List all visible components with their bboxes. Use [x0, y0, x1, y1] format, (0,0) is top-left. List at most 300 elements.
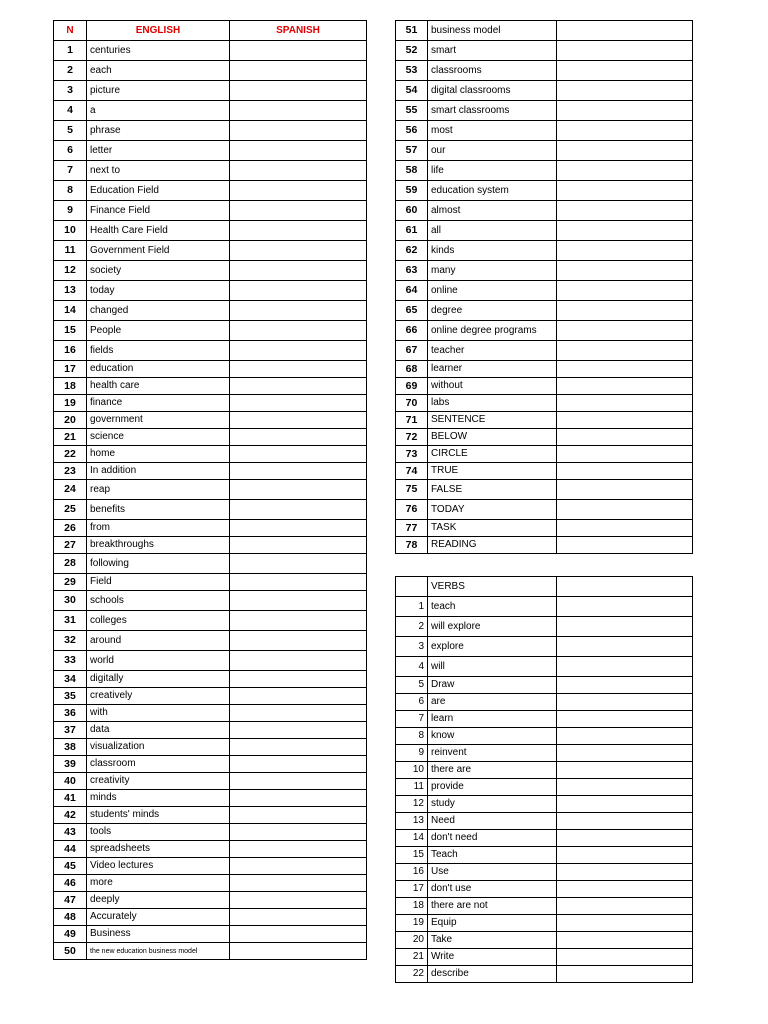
table-row: [54, 61, 367, 81]
english-word: Finance Field: [87, 201, 230, 221]
header-english: ENGLISH: [87, 21, 230, 41]
table-row: [54, 500, 367, 520]
spanish-answer-cell[interactable]: [557, 520, 693, 537]
table-row: [396, 201, 693, 221]
english-word: fields: [87, 341, 230, 361]
spanish-answer-cell[interactable]: [230, 631, 367, 651]
table-row: [396, 141, 693, 161]
row-number: 77: [396, 520, 428, 537]
english-word: tools: [87, 824, 230, 841]
english-word: are: [428, 694, 557, 711]
english-word: each: [87, 61, 230, 81]
table-row: [54, 688, 367, 705]
spanish-answer-cell[interactable]: [557, 898, 693, 915]
row-number: 71: [396, 412, 428, 429]
english-word: our: [428, 141, 557, 161]
verb-row: [396, 830, 693, 847]
verb-row: [396, 881, 693, 898]
row-number: 26: [54, 520, 87, 537]
row-number: 48: [54, 909, 87, 926]
row-number: 18: [396, 898, 428, 915]
verbs-header-row: [396, 577, 693, 597]
english-word: from: [87, 520, 230, 537]
english-word: following: [87, 554, 230, 574]
english-word: students' minds: [87, 807, 230, 824]
english-word: Equip: [428, 915, 557, 932]
table-row: [396, 341, 693, 361]
table-row: [54, 361, 367, 378]
table-row: [396, 161, 693, 181]
table-row: [54, 181, 367, 201]
row-number: 45: [54, 858, 87, 875]
spanish-answer-cell[interactable]: [230, 480, 367, 500]
row-number: 51: [396, 21, 428, 41]
row-number: 9: [396, 745, 428, 762]
english-word: minds: [87, 790, 230, 807]
verbs-header-n-cell: [396, 577, 428, 597]
spanish-answer-cell[interactable]: [557, 864, 693, 881]
english-word: teach: [428, 597, 557, 617]
table-row: [396, 241, 693, 261]
spanish-answer-cell[interactable]: [557, 966, 693, 983]
row-number: 2: [54, 61, 87, 81]
row-number: 3: [396, 637, 428, 657]
spanish-answer-cell[interactable]: [230, 554, 367, 574]
table-row: [396, 412, 693, 429]
english-word: Field: [87, 574, 230, 591]
table-row: [54, 463, 367, 480]
spanish-answer-cell[interactable]: [230, 909, 367, 926]
spanish-answer-cell[interactable]: [230, 341, 367, 361]
table-row: [54, 341, 367, 361]
spanish-answer-cell[interactable]: [557, 395, 693, 412]
spanish-answer-cell[interactable]: [557, 677, 693, 694]
row-number: 22: [54, 446, 87, 463]
spanish-answer-cell[interactable]: [230, 161, 367, 181]
row-number: 4: [54, 101, 87, 121]
verb-row: [396, 694, 693, 711]
verb-row: [396, 728, 693, 745]
english-word: creatively: [87, 688, 230, 705]
spanish-answer-cell[interactable]: [230, 520, 367, 537]
row-number: 1: [54, 41, 87, 61]
english-word: there are: [428, 762, 557, 779]
english-word: classroom: [87, 756, 230, 773]
row-number: 50: [54, 943, 87, 960]
spanish-answer-cell[interactable]: [557, 711, 693, 728]
spanish-answer-cell[interactable]: [230, 537, 367, 554]
verb-row: [396, 847, 693, 864]
row-number: 9: [54, 201, 87, 221]
spanish-answer-cell[interactable]: [230, 281, 367, 301]
row-number: 60: [396, 201, 428, 221]
spanish-answer-cell[interactable]: [557, 915, 693, 932]
row-number: 10: [396, 762, 428, 779]
verb-row: [396, 677, 693, 694]
english-word: study: [428, 796, 557, 813]
spanish-answer-cell[interactable]: [557, 121, 693, 141]
table-row: [54, 671, 367, 688]
spanish-answer-cell[interactable]: [557, 361, 693, 378]
row-number: 3: [54, 81, 87, 101]
spanish-answer-cell[interactable]: [230, 378, 367, 395]
english-word: TASK: [428, 520, 557, 537]
verb-row: [396, 949, 693, 966]
table-header-row: [54, 21, 367, 41]
english-word: visualization: [87, 739, 230, 756]
english-word: data: [87, 722, 230, 739]
row-number: 11: [54, 241, 87, 261]
spanish-answer-cell[interactable]: [557, 241, 693, 261]
row-number: 2: [396, 617, 428, 637]
english-word: reinvent: [428, 745, 557, 762]
spanish-answer-cell[interactable]: [557, 181, 693, 201]
table-row: [54, 221, 367, 241]
spanish-answer-cell[interactable]: [557, 847, 693, 864]
spanish-answer-cell[interactable]: [230, 395, 367, 412]
english-word: TODAY: [428, 500, 557, 520]
spanish-answer-cell[interactable]: [230, 201, 367, 221]
english-word: degree: [428, 301, 557, 321]
table-row: [396, 181, 693, 201]
english-word: will explore: [428, 617, 557, 637]
spanish-answer-cell[interactable]: [557, 500, 693, 520]
english-word: science: [87, 429, 230, 446]
verb-row: [396, 932, 693, 949]
spanish-answer-cell[interactable]: [230, 301, 367, 321]
spanish-answer-cell[interactable]: [557, 446, 693, 463]
row-number: 66: [396, 321, 428, 341]
english-word: FALSE: [428, 480, 557, 500]
row-number: 52: [396, 41, 428, 61]
spanish-answer-cell[interactable]: [230, 722, 367, 739]
table-row: [54, 824, 367, 841]
verb-row: [396, 711, 693, 728]
spanish-answer-cell[interactable]: [230, 875, 367, 892]
english-word: explore: [428, 637, 557, 657]
spanish-answer-cell[interactable]: [230, 429, 367, 446]
table-row: [54, 241, 367, 261]
spanish-answer-cell[interactable]: [557, 830, 693, 847]
spanish-answer-cell[interactable]: [230, 121, 367, 141]
spanish-answer-cell[interactable]: [557, 745, 693, 762]
spanish-answer-cell[interactable]: [557, 81, 693, 101]
row-number: 42: [54, 807, 87, 824]
table-row: [54, 412, 367, 429]
spanish-answer-cell[interactable]: [557, 463, 693, 480]
verbs-header-spanish-cell: [557, 577, 693, 597]
spanish-answer-cell[interactable]: [230, 892, 367, 909]
spanish-answer-cell[interactable]: [230, 773, 367, 790]
row-number: 63: [396, 261, 428, 281]
row-number: 74: [396, 463, 428, 480]
english-word: health care: [87, 378, 230, 395]
spanish-answer-cell[interactable]: [230, 446, 367, 463]
english-word: learn: [428, 711, 557, 728]
spanish-answer-cell[interactable]: [557, 221, 693, 241]
english-word: will: [428, 657, 557, 677]
spanish-answer-cell[interactable]: [230, 101, 367, 121]
english-word: many: [428, 261, 557, 281]
spanish-answer-cell[interactable]: [230, 858, 367, 875]
row-number: 11: [396, 779, 428, 796]
table-row: [54, 858, 367, 875]
row-number: 59: [396, 181, 428, 201]
table-row: [54, 773, 367, 790]
spanish-answer-cell[interactable]: [557, 101, 693, 121]
table-row: [396, 101, 693, 121]
row-number: 36: [54, 705, 87, 722]
english-word: picture: [87, 81, 230, 101]
table-row: [54, 574, 367, 591]
spanish-answer-cell[interactable]: [230, 926, 367, 943]
english-word: business model: [428, 21, 557, 41]
row-number: 20: [54, 412, 87, 429]
row-number: 5: [396, 677, 428, 694]
english-word: finance: [87, 395, 230, 412]
row-number: 64: [396, 281, 428, 301]
table-row: [396, 21, 693, 41]
spanish-answer-cell[interactable]: [230, 61, 367, 81]
spanish-answer-cell[interactable]: [230, 790, 367, 807]
table-row: [54, 41, 367, 61]
table-row: [54, 892, 367, 909]
spanish-answer-cell[interactable]: [230, 463, 367, 480]
verb-row: [396, 813, 693, 830]
row-number: 57: [396, 141, 428, 161]
spanish-answer-cell[interactable]: [230, 574, 367, 591]
row-number: 4: [396, 657, 428, 677]
row-number: 41: [54, 790, 87, 807]
table-row: [396, 520, 693, 537]
row-number: 10: [54, 221, 87, 241]
row-number: 61: [396, 221, 428, 241]
english-word: Education Field: [87, 181, 230, 201]
spanish-answer-cell[interactable]: [557, 813, 693, 830]
row-number: 15: [396, 847, 428, 864]
row-number: 13: [396, 813, 428, 830]
spanish-answer-cell[interactable]: [230, 181, 367, 201]
english-word: breakthroughs: [87, 537, 230, 554]
spanish-answer-cell[interactable]: [557, 779, 693, 796]
row-number: 47: [54, 892, 87, 909]
english-word: most: [428, 121, 557, 141]
spanish-answer-cell[interactable]: [230, 321, 367, 341]
spanish-answer-cell[interactable]: [557, 932, 693, 949]
spanish-answer-cell[interactable]: [557, 597, 693, 617]
spanish-answer-cell[interactable]: [557, 141, 693, 161]
row-number: 6: [54, 141, 87, 161]
english-word: with: [87, 705, 230, 722]
spanish-answer-cell[interactable]: [557, 657, 693, 677]
spanish-answer-cell[interactable]: [557, 637, 693, 657]
english-word: learner: [428, 361, 557, 378]
english-word: education: [87, 361, 230, 378]
spanish-answer-cell[interactable]: [230, 221, 367, 241]
english-word: smart: [428, 41, 557, 61]
table-row: [396, 361, 693, 378]
english-word: the new education business model: [87, 943, 230, 960]
spanish-answer-cell[interactable]: [230, 611, 367, 631]
table-row: [54, 875, 367, 892]
row-number: 49: [54, 926, 87, 943]
spanish-answer-cell[interactable]: [557, 201, 693, 221]
row-number: 32: [54, 631, 87, 651]
english-word: CIRCLE: [428, 446, 557, 463]
spanish-answer-cell[interactable]: [557, 949, 693, 966]
table-row: [396, 446, 693, 463]
english-word: Business: [87, 926, 230, 943]
english-word: home: [87, 446, 230, 463]
table-row: [396, 281, 693, 301]
table-row: [54, 722, 367, 739]
english-word: letter: [87, 141, 230, 161]
table-row: [54, 281, 367, 301]
spanish-answer-cell[interactable]: [557, 321, 693, 341]
table-row: [54, 301, 367, 321]
row-number: 14: [396, 830, 428, 847]
spanish-answer-cell[interactable]: [230, 41, 367, 61]
spanish-answer-cell[interactable]: [557, 281, 693, 301]
verb-row: [396, 762, 693, 779]
english-word: creativity: [87, 773, 230, 790]
verb-row: [396, 864, 693, 881]
table-row: [54, 926, 367, 943]
row-number: 19: [396, 915, 428, 932]
row-number: 7: [396, 711, 428, 728]
verbs-title: VERBS: [428, 577, 557, 597]
spanish-answer-cell[interactable]: [557, 412, 693, 429]
verb-row: [396, 898, 693, 915]
row-number: 70: [396, 395, 428, 412]
spanish-answer-cell[interactable]: [230, 841, 367, 858]
spanish-answer-cell[interactable]: [557, 41, 693, 61]
english-word: spreadsheets: [87, 841, 230, 858]
english-word: around: [87, 631, 230, 651]
spanish-answer-cell[interactable]: [230, 241, 367, 261]
table-row: [396, 463, 693, 480]
table-row: [54, 790, 367, 807]
row-number: 21: [54, 429, 87, 446]
english-word: online degree programs: [428, 321, 557, 341]
row-number: 23: [54, 463, 87, 480]
spanish-answer-cell[interactable]: [230, 591, 367, 611]
spanish-answer-cell[interactable]: [557, 429, 693, 446]
verb-row: [396, 597, 693, 617]
table-row: [54, 480, 367, 500]
table-row: [396, 480, 693, 500]
table-row: [54, 395, 367, 412]
table-row: [54, 651, 367, 671]
spanish-answer-cell[interactable]: [230, 141, 367, 161]
row-number: 31: [54, 611, 87, 631]
table-row: [396, 61, 693, 81]
english-word: centuries: [87, 41, 230, 61]
spanish-answer-cell[interactable]: [230, 412, 367, 429]
english-word: classrooms: [428, 61, 557, 81]
english-word: society: [87, 261, 230, 281]
row-number: 8: [54, 181, 87, 201]
spanish-answer-cell[interactable]: [230, 500, 367, 520]
spanish-answer-cell[interactable]: [230, 361, 367, 378]
row-number: 73: [396, 446, 428, 463]
spanish-answer-cell[interactable]: [557, 881, 693, 898]
spanish-answer-cell[interactable]: [230, 81, 367, 101]
english-word: more: [87, 875, 230, 892]
spanish-answer-cell[interactable]: [230, 824, 367, 841]
spanish-answer-cell[interactable]: [557, 61, 693, 81]
spanish-answer-cell[interactable]: [230, 739, 367, 756]
row-number: 35: [54, 688, 87, 705]
spanish-answer-cell[interactable]: [557, 537, 693, 554]
english-word: smart classrooms: [428, 101, 557, 121]
verb-row: [396, 657, 693, 677]
row-number: 78: [396, 537, 428, 554]
english-word: reap: [87, 480, 230, 500]
spanish-answer-cell[interactable]: [230, 688, 367, 705]
spanish-answer-cell[interactable]: [557, 21, 693, 41]
english-word: BELOW: [428, 429, 557, 446]
english-word: teacher: [428, 341, 557, 361]
row-number: 12: [396, 796, 428, 813]
spanish-answer-cell[interactable]: [557, 378, 693, 395]
english-word: digital classrooms: [428, 81, 557, 101]
row-number: 34: [54, 671, 87, 688]
table-row: [54, 631, 367, 651]
english-word: government: [87, 412, 230, 429]
table-row: [54, 807, 367, 824]
english-word: READING: [428, 537, 557, 554]
row-number: 8: [396, 728, 428, 745]
spanish-answer-cell[interactable]: [557, 161, 693, 181]
spanish-answer-cell[interactable]: [557, 694, 693, 711]
spanish-answer-cell[interactable]: [557, 796, 693, 813]
row-number: 17: [54, 361, 87, 378]
row-number: 44: [54, 841, 87, 858]
english-word: kinds: [428, 241, 557, 261]
spanish-answer-cell[interactable]: [230, 807, 367, 824]
spanish-answer-cell[interactable]: [557, 261, 693, 281]
spanish-answer-cell[interactable]: [230, 671, 367, 688]
spanish-answer-cell[interactable]: [230, 261, 367, 281]
spanish-answer-cell[interactable]: [557, 617, 693, 637]
row-number: 76: [396, 500, 428, 520]
english-word: Accurately: [87, 909, 230, 926]
row-number: 20: [396, 932, 428, 949]
spanish-answer-cell[interactable]: [230, 705, 367, 722]
table-row: [54, 201, 367, 221]
spanish-answer-cell[interactable]: [230, 943, 367, 960]
row-number: 16: [54, 341, 87, 361]
table-row: [54, 429, 367, 446]
verb-row: [396, 915, 693, 932]
row-number: 39: [54, 756, 87, 773]
english-word: provide: [428, 779, 557, 796]
spanish-answer-cell[interactable]: [230, 756, 367, 773]
english-word: colleges: [87, 611, 230, 631]
spanish-answer-cell[interactable]: [557, 301, 693, 321]
spanish-answer-cell[interactable]: [230, 651, 367, 671]
spanish-answer-cell[interactable]: [557, 762, 693, 779]
spanish-answer-cell[interactable]: [557, 728, 693, 745]
english-word: Use: [428, 864, 557, 881]
row-number: 56: [396, 121, 428, 141]
english-word: life: [428, 161, 557, 181]
row-number: 15: [54, 321, 87, 341]
row-number: 54: [396, 81, 428, 101]
spanish-answer-cell[interactable]: [557, 341, 693, 361]
spanish-answer-cell[interactable]: [557, 480, 693, 500]
